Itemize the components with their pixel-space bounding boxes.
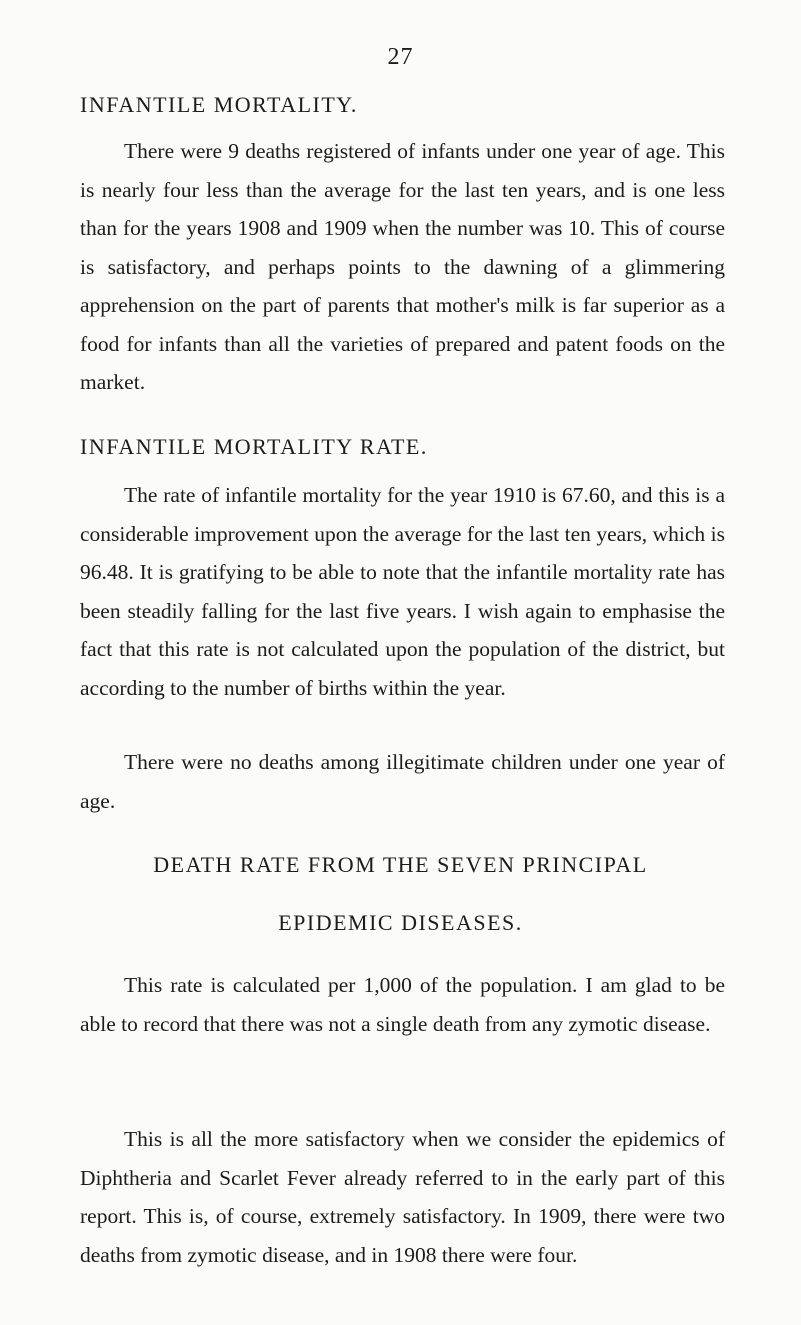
page-number: 27	[387, 44, 414, 70]
infantile-mortality-rate-text-1: The rate of infantile mortality for the year 1910 is 67.60, and this is a considerable improvement upon the average for the last ten years, which is 96.48. It is gratifying to be able to note that the infantile mortality rate has been steadily falling for the last five years. I wish again to emphasise the fact that this rate is not calculated upon the population of the district, but according to the number of births within the year.	[80, 483, 725, 700]
epidemic-diseases-paragraph-2	[80, 1120, 725, 1274]
infantile-mortality-text: There were 9 deaths registered of infants under one year of age. This is nearly four less than the average for the last ten years, and is one less than for the years 1908 and 1909 when the number was 10. This of course is satisfactory, and perhaps points to the dawning of a glimmering apprehension on the part of parents that mother's milk is far superior as a food for infants than all the varieties of prepared and patent foods on the market.	[80, 139, 725, 394]
epidemic-diseases-heading-line-2: EPIDEMIC DISEASES.	[278, 910, 523, 935]
epidemic-diseases-text-1: This rate is calculated per 1,000 of the population. I am glad to be able to record that there was not a single death from any zymotic disease.	[80, 973, 725, 1036]
epidemic-diseases-paragraph-1	[80, 966, 725, 1043]
epidemic-diseases-text-2: This is all the more satisfactory when we consider the epidemics of Diphtheria and Scarlet Fever already referred to in the early part of this report. This is, of course, extremely satisfactory. In 1909, there were two deaths from zymotic disease, and in 1908 there were four.	[80, 1127, 725, 1267]
infantile-mortality-rate-heading: INFANTILE MORTALITY RATE.	[80, 434, 428, 459]
infantile-mortality-rate-text-2: There were no deaths among illegitimate children under one year of age.	[80, 750, 725, 813]
infantile-mortality-paragraph	[80, 132, 725, 402]
infantile-mortality-rate-paragraph-2	[80, 743, 725, 820]
epidemic-diseases-heading-line-1: DEATH RATE FROM THE SEVEN PRINCIPAL	[153, 852, 648, 877]
infantile-mortality-rate-paragraph-1	[80, 476, 725, 707]
infantile-mortality-heading: INFANTILE MORTALITY.	[80, 92, 358, 117]
